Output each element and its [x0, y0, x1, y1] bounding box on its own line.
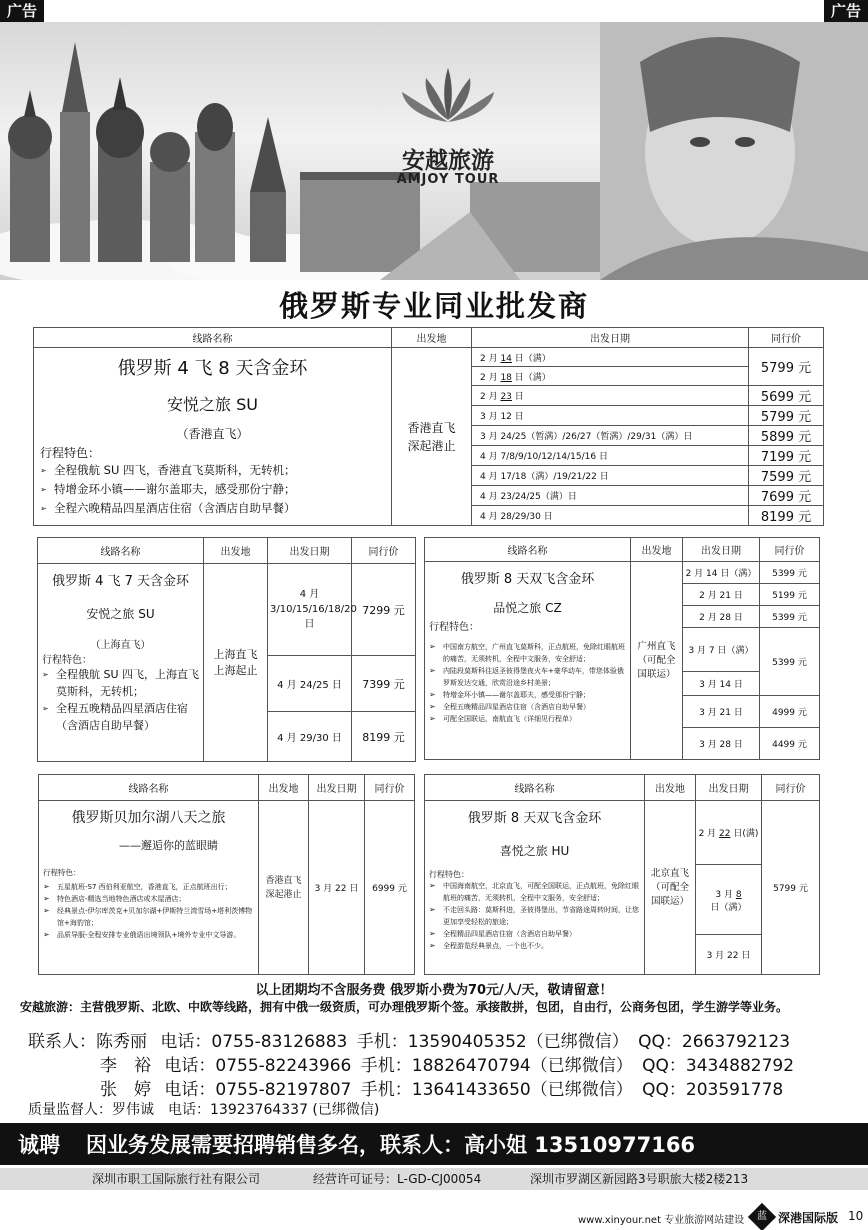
- depart-line: 国联运）: [637, 668, 676, 680]
- footer-url[interactable]: www.xinyour.net 专业旅游网站建设: [578, 1215, 745, 1226]
- brand-name-cn: 安越旅游: [402, 148, 494, 174]
- route-subtitle: 喜悦之旅 HU: [499, 844, 570, 858]
- date-cell: 3 月 22 日: [309, 801, 365, 975]
- col-route: 线路名称: [34, 328, 392, 348]
- contact-name: 张 婷: [100, 1080, 151, 1100]
- contact-qq: QQ：3434882792: [642, 1056, 795, 1076]
- price-cell: 6999 元: [365, 801, 415, 975]
- contact-name: 陈秀丽: [96, 1032, 147, 1052]
- price-cell: 5799 元: [762, 801, 820, 975]
- col-price: 同行价: [760, 538, 820, 562]
- col-route: 线路名称: [425, 538, 631, 562]
- price-cell: 7599 元: [749, 466, 824, 486]
- date-cell: 2 月 22 日(满): [696, 801, 762, 865]
- date-cell: 2 月 14 日（满）: [472, 348, 749, 367]
- date-cell: 3 月 21 日: [683, 696, 760, 728]
- company-address: 深圳市罗湖区新园路3号职旅大楼2楼213: [530, 1172, 749, 1186]
- recruit-bar: [0, 1123, 868, 1165]
- price-cell: 5799 元: [749, 348, 824, 386]
- contact-label: 联系人：: [28, 1032, 96, 1052]
- price-cell: 7699 元: [749, 486, 824, 506]
- company-name: 深圳市职工国际旅行社有限公司: [92, 1172, 261, 1186]
- date-cell: 3 月 28 日: [683, 728, 760, 760]
- depart-line: 广州直飞: [637, 640, 676, 652]
- depart-cell: [204, 564, 268, 762]
- price-cell: 8199 元: [352, 712, 416, 762]
- feature-item: ➢ 全程六晚精品四星酒店住宿（含酒店自助早餐）: [40, 499, 391, 518]
- date-cell: 3 月 7 日（满）: [683, 628, 760, 672]
- feature-item: ➢ 全程游览经典景点，一个也不少。: [429, 940, 644, 952]
- price-cell: 5699 元: [749, 386, 824, 406]
- ad-label-left: 广告: [0, 0, 44, 22]
- route-subtitle: 品悦之旅 CZ: [493, 601, 562, 615]
- date-cell: 4 月 23/24/25（满）日: [472, 486, 749, 506]
- depart-line: 香港直飞: [407, 420, 456, 435]
- contact-phone: 电话：0755-82243966: [164, 1056, 352, 1076]
- route-note: （上海直飞）: [90, 640, 151, 651]
- date-cell: 2 月 21 日: [683, 584, 760, 606]
- feature-item: ➢ 经典景点-伊尔库茨克+贝加尔湖+伊斯特兰湾雪场+塔利茨博物馆+海豹馆；: [43, 905, 258, 929]
- date-cell: 4 月 29/30 日: [268, 712, 352, 762]
- depart-cell: [259, 801, 309, 975]
- feature-item: ➢ 特增金环小镇——谢尔盖耶夫，感受那份宁静；: [429, 689, 630, 701]
- price-cell: 8199 元: [749, 506, 824, 526]
- col-date: 出发日期: [683, 538, 760, 562]
- col-price: 同行价: [762, 775, 820, 801]
- depart-line: （可配全: [650, 881, 689, 893]
- date-cell: 4 月 7/8/9/10/12/14/15/16 日: [472, 446, 749, 466]
- col-price: 同行价: [352, 538, 416, 564]
- edition-logo-icon: 蓝: [748, 1203, 776, 1230]
- depart-line: 上海起止: [213, 663, 258, 677]
- feature-item: ➢ 全程俄航 SU 四飞，上海直飞莫斯科，无转机；: [42, 666, 203, 700]
- col-date: 出发日期: [309, 775, 365, 801]
- contact-mobile: 手机：13590405352（已绑微信）: [356, 1032, 629, 1052]
- col-date: 出发日期: [696, 775, 762, 801]
- col-depart: 出发地: [259, 775, 309, 801]
- feature-item: ➢ 不走回头路：莫斯科进，圣彼得堡出，节省路途周转时间，让您更加享受轻松的旅途；: [429, 904, 644, 928]
- contact-qq: QQ：2663792123: [638, 1032, 791, 1052]
- depart-line: 北京直飞: [650, 867, 689, 879]
- date-cell: 3 月 8 日（满）: [696, 865, 762, 935]
- route-title: 俄罗斯 8 天双飞含金环: [467, 811, 602, 826]
- price-cell: 5399 元: [760, 606, 820, 628]
- date-cell: 2 月 18 日（满）: [472, 367, 749, 386]
- route-title: 俄罗斯 4 飞 7 天含金环: [51, 574, 190, 589]
- date-cell: 4 月 3/10/15/16/18/20 日: [268, 564, 352, 656]
- price-cell: 4999 元: [760, 696, 820, 728]
- date-cell: 2 月 23 日: [472, 386, 749, 406]
- price-cell: 7199 元: [749, 446, 824, 466]
- depart-line: （可配全: [637, 654, 676, 666]
- contact-qq: QQ：203591778: [642, 1080, 784, 1100]
- date-cell: 4 月 17/18（满）/19/21/22 日: [472, 466, 749, 486]
- page-number: 10: [848, 1209, 864, 1223]
- depart-line: 国联运）: [650, 895, 689, 907]
- feature-item: ➢ 可配全国联运，南航直飞（详细见行程单）: [429, 713, 630, 725]
- route-cell: [34, 348, 392, 526]
- route-subtitle: ——邂逅你的蓝眼睛: [119, 839, 218, 852]
- contact-mobile: 手机：13641433650（已绑微信）: [360, 1080, 633, 1100]
- company-license: 经营许可证号：L-GD-CJ00054: [313, 1172, 482, 1186]
- contact-row: [28, 1027, 790, 1052]
- route-table-2: [37, 537, 416, 762]
- col-route: 线路名称: [425, 775, 645, 801]
- feature-item: ➢ 内陆段莫斯科往返圣彼得堡夜火车+豪华动车，带您体验俄罗斯发达交通，欣赏沿途乡村美景；: [429, 665, 630, 689]
- price-cell: 7399 元: [352, 656, 416, 712]
- route-cell: [39, 801, 259, 975]
- col-price: 同行价: [365, 775, 415, 801]
- depart-cell: [631, 562, 683, 760]
- route-title: 俄罗斯贝加尔湖八天之旅: [71, 810, 226, 826]
- recruit-text: 因业务发展需要招聘销售多名，联系人：高小姐 13510977166: [86, 1133, 696, 1157]
- date-cell: 3 月 14 日: [683, 672, 760, 696]
- recruit-tag: 诚聘: [18, 1133, 60, 1157]
- feature-item: ➢ 五星航班-S7 西伯利亚航空，香港直飞，正点航班出行；: [43, 881, 258, 893]
- col-price: 同行价: [749, 328, 824, 348]
- col-date: 出发日期: [472, 328, 749, 348]
- feature-item: ➢ 中国海南航空，北京直飞，可配全国联运，正点航班，免除红眼航班的痛苦，无须转机，全程中文服务，安全舒适；: [429, 880, 644, 904]
- features-label: 行程特色：: [40, 446, 101, 460]
- route-table-3: [424, 537, 820, 760]
- price-cell: 5799 元: [749, 406, 824, 426]
- supervisor-text: 质量监督人：罗伟诚 电话：13923764337 (已绑微信): [28, 1102, 380, 1118]
- route-title: 俄罗斯 4 飞 8 天含金环: [117, 358, 308, 379]
- brand-name-en: AMJOY TOUR: [396, 172, 500, 187]
- ad-label-right: 广告: [824, 0, 868, 22]
- date-cell: 2 月 14 日（满）: [683, 562, 760, 584]
- route-table-1: [33, 327, 824, 526]
- date-cell: 3 月 22 日: [696, 935, 762, 975]
- route-table-5: [424, 774, 820, 975]
- date-cell: 4 月 24/25 日: [268, 656, 352, 712]
- route-cell: [425, 801, 645, 975]
- depart-line: 深起港止: [407, 438, 456, 453]
- price-cell: 5199 元: [760, 584, 820, 606]
- price-cell: 7299 元: [352, 564, 416, 656]
- date-cell: 4 月 28/29/30 日: [472, 506, 749, 526]
- feature-item: ➢ 特色酒店-精选当地特色酒店或木屋酒店；: [43, 893, 258, 905]
- date-cell: 3 月 24/25（暂满）/26/27（暂满）/29/31（满）日: [472, 426, 749, 446]
- col-depart: 出发地: [204, 538, 268, 564]
- features-label: 行程特色：: [42, 655, 92, 666]
- route-subtitle: 安悦之旅 SU: [167, 395, 258, 414]
- col-depart: 出发地: [645, 775, 696, 801]
- feature-item: ➢ 全程五晚精品四星酒店住宿（含酒店自助早餐）: [429, 701, 630, 713]
- route-cell: [38, 564, 204, 762]
- route-subtitle: 安悦之旅 SU: [86, 607, 155, 621]
- feature-item: ➢ 中国南方航空，广州直飞莫斯科，正点航班，免除红眼航班的痛苦，无须转机，全程中文服务，安全舒适；: [429, 641, 630, 665]
- contact-name: 李 裕: [100, 1056, 151, 1076]
- company-bar: [0, 1168, 868, 1190]
- feature-item: ➢ 全程五晚精品四星酒店住宿（含酒店自助早餐）: [42, 700, 203, 734]
- date-cell: 3 月 12 日: [472, 406, 749, 426]
- hero-banner: [0, 22, 868, 280]
- feature-item: ➢ 品质导服-全程安排专业俄语出境领队+境外专业中文导游。: [43, 929, 258, 941]
- col-date: 出发日期: [268, 538, 352, 564]
- date-cell: 2 月 28 日: [683, 606, 760, 628]
- price-cell: 5399 元: [760, 562, 820, 584]
- price-cell: 5899 元: [749, 426, 824, 446]
- route-note: （香港直飞）: [176, 427, 249, 441]
- depart-line: 深起港止: [265, 889, 302, 900]
- contact-row: [100, 1051, 794, 1076]
- route-table-4: [38, 774, 415, 975]
- contact-phone: 电话：0755-83126883: [160, 1032, 348, 1052]
- price-cell: 4499 元: [760, 728, 820, 760]
- col-depart: 出发地: [631, 538, 683, 562]
- features-label: 行程特色：: [43, 868, 81, 877]
- depart-line: 香港直飞: [265, 875, 302, 886]
- col-depart: 出发地: [392, 328, 472, 348]
- depart-cell: [392, 348, 472, 526]
- feature-item: ➢ 全程精品四星酒店住宿（含酒店自助早餐）: [429, 928, 644, 940]
- notice-text: 以上团期均不含服务费 俄罗斯小费为70元/人/天，敬请留意！: [255, 983, 613, 998]
- route-cell: [425, 562, 631, 760]
- features-label: 行程特色：: [429, 870, 469, 879]
- page-footer: [0, 1205, 868, 1230]
- col-route: 线路名称: [39, 775, 259, 801]
- route-title: 俄罗斯 8 天双飞含金环: [460, 572, 595, 587]
- feature-item: ➢ 特增金环小镇——谢尔盖耶夫，感受那份宁静；: [40, 480, 391, 499]
- page-headline: 俄罗斯专业同业批发商: [278, 289, 589, 323]
- features-label: 行程特色：: [429, 622, 479, 633]
- price-cell: 5399 元: [760, 628, 820, 696]
- business-text: 安越旅游：主营俄罗斯、北欧、中欧等线路，拥有中俄一级资质，可办理俄罗斯个签。承接散拼，包团，自由行，公商务包团，学生游学等业务。: [20, 1000, 789, 1014]
- contact-mobile: 手机：18826470794（已绑微信）: [360, 1056, 633, 1076]
- edition-name: 深港国际版: [778, 1211, 839, 1225]
- feature-item: ➢ 全程俄航 SU 四飞，香港直飞莫斯科，无转机；: [40, 461, 391, 480]
- depart-line: 上海直飞: [213, 647, 258, 661]
- contact-phone: 电话：0755-82197807: [164, 1080, 352, 1100]
- col-route: 线路名称: [38, 538, 204, 564]
- depart-cell: [645, 801, 696, 975]
- contact-row: [100, 1075, 783, 1100]
